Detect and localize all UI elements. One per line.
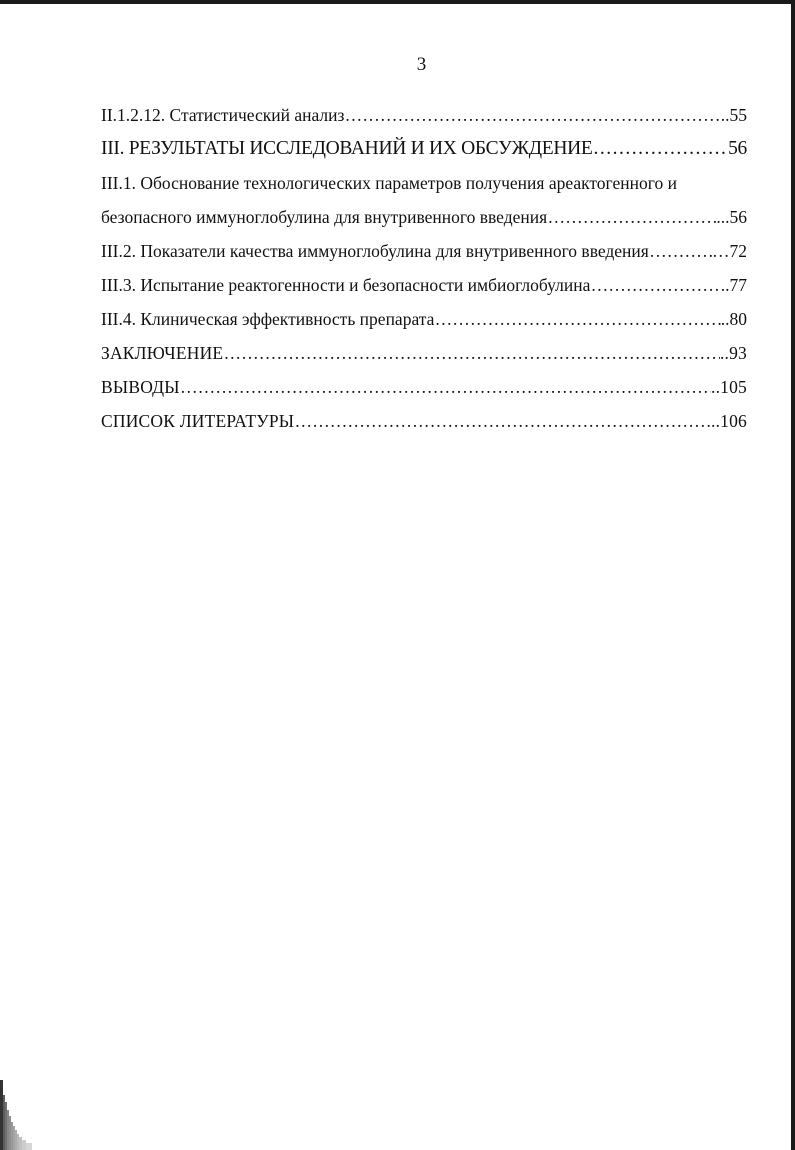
toc-entry-title: III.1. Обоснование технологических параметров получения ареактогенного и (101, 173, 677, 193)
dot-leader (181, 374, 711, 400)
toc-entry-page: ...56 (716, 207, 747, 227)
toc-entry-page: …72 (712, 241, 747, 261)
toc-entry (101, 408, 747, 442)
toc-entry-title: III.3. Испытание реактогенности и безопасности имбиоглобулина (101, 275, 591, 295)
toc-entry (101, 272, 747, 306)
toc-entry-title-continued: безопасного иммуноглобулина для внутривенного введения (101, 207, 548, 227)
toc-entry-title: III. РЕЗУЛЬТАТЫ ИССЛЕДОВАНИЙ И ИХ ОБСУЖДЕНИЕ (101, 138, 593, 159)
dot-leader (548, 204, 716, 230)
toc-entry-title: ЗАКЛЮЧЕНИЕ (101, 343, 224, 363)
dot-leader (224, 340, 720, 366)
toc-entry-page: ..105 (711, 377, 747, 397)
toc-entry (101, 238, 747, 272)
toc-entry-title: СПИСОК ЛИТЕРАТУРЫ (101, 411, 295, 431)
toc-entry-page: ..93 (719, 343, 747, 363)
toc-entry (101, 204, 747, 238)
toc-entry (101, 374, 747, 408)
toc-entry-page: ..106 (711, 411, 747, 431)
dot-leader (435, 306, 720, 332)
toc-entry (101, 340, 747, 374)
toc-entry-first-line (101, 170, 747, 204)
dot-leader (345, 102, 720, 128)
toc-entry-title: II.1.2.12. Статистический анализ (101, 105, 345, 125)
toc-entry-page: ..80 (720, 309, 747, 329)
page-number: 3 (416, 54, 427, 75)
dot-leader (650, 238, 712, 264)
toc-entry-title: ВЫВОДЫ (101, 377, 180, 397)
toc-entry (101, 136, 747, 170)
toc-entry-page: 56 (728, 138, 747, 159)
toc-entry-page: ..77 (720, 275, 747, 295)
toc-entry-title: III.4. Клиническая эффективность препарата (101, 309, 435, 329)
toc-entry (101, 102, 747, 136)
toc-entry (101, 306, 747, 340)
dot-leader (594, 136, 729, 162)
table-of-contents (101, 102, 747, 442)
toc-entry-page: ..55 (720, 105, 747, 125)
scan-noise-edge (0, 1040, 48, 1150)
dot-leader (591, 272, 720, 298)
toc-entry-title: III.2. Показатели качества иммуноглобулина для внутривенного введения (101, 241, 649, 261)
dot-leader (295, 408, 711, 434)
